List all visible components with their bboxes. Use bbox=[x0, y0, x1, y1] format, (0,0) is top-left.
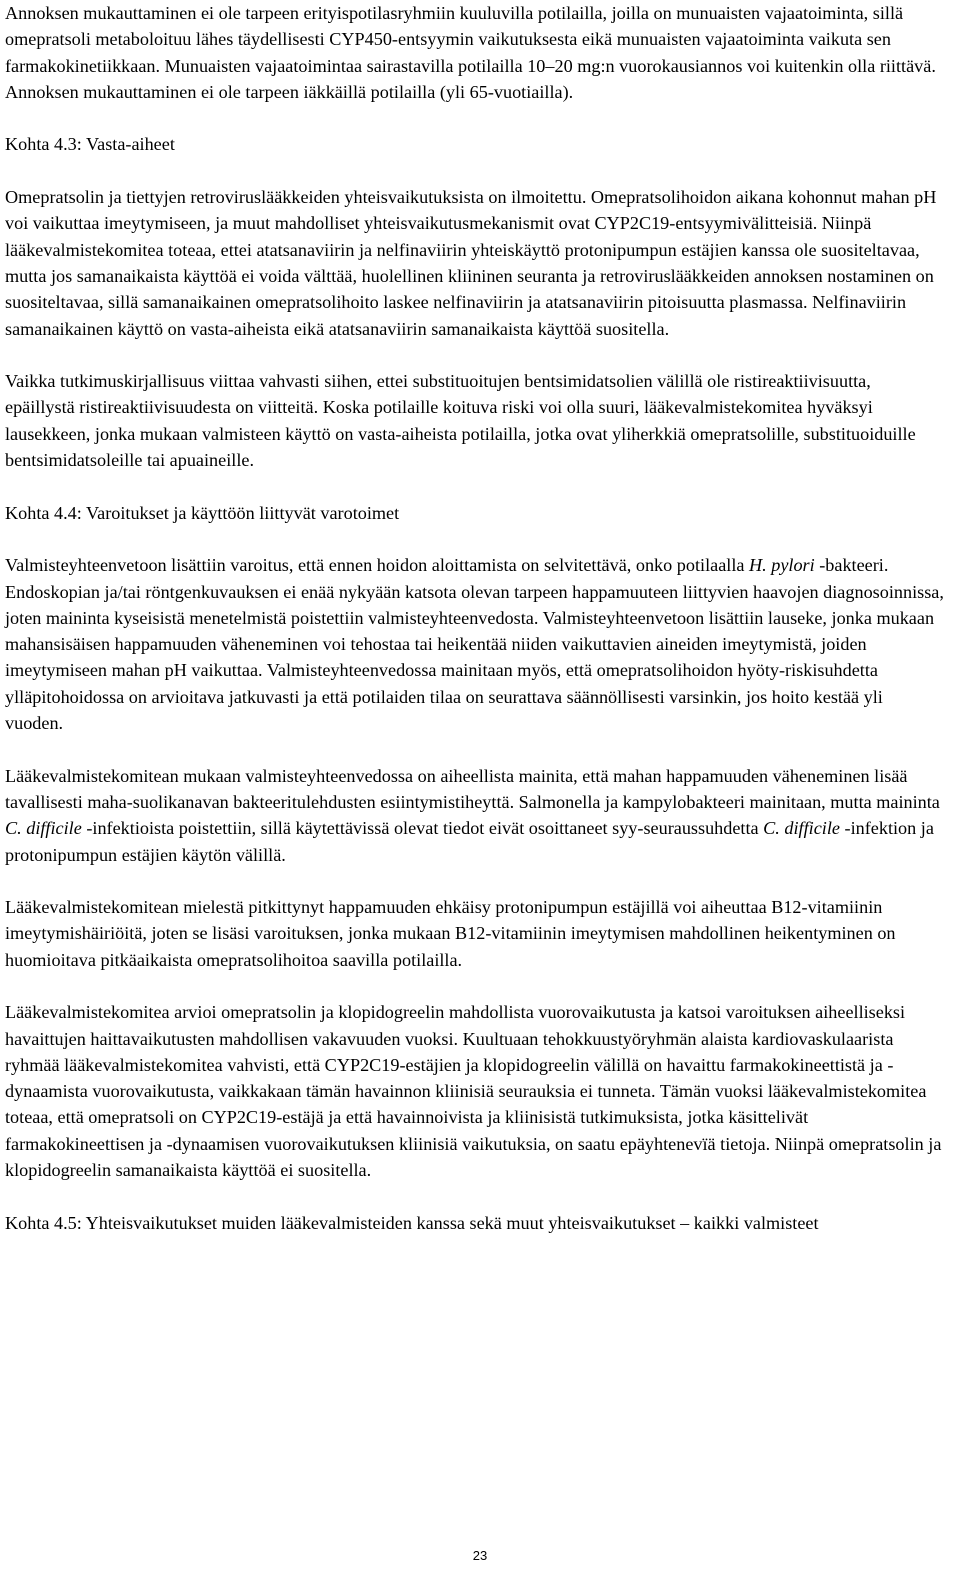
paragraph-dose-adjustment: Annoksen mukauttaminen ei ole tarpeen erityispotilasryhmiin kuuluvilla potilailla, joilla on munuaisten vajaatoiminta, sillä omepratsoli metaboloituu lähes täydellisesti CYP450-entsyymin vaikutuksesta eikä munuaisten vajaatoiminta vaikuta sen farmakokinetiikkaan. Munuaisten vajaatoimintaa sairastavilla potilailla 10–20 mg:n vuorokausiannos voi kuitenkin olla riittävä. Annoksen mukauttaminen ei ole tarpeen iäkkäillä potilailla (yli 65-vuotiailla). bbox=[5, 3, 936, 102]
text-run: -infektioista poistettiin, sillä käytettävissä olevat tiedot eivät osoittaneet syy-seuraussuhdetta bbox=[81, 818, 764, 839]
paragraph-retroviral-interactions: Omepratsolin ja tiettyjen retroviruslääkkeiden yhteisvaikutuksista on ilmoitettu. Omepratsolihoidon aikana kohonnut mahan pH voi vaikuttaa imeytymiseen, ja muut mahdolliset yhteisvaikutusmekanismit ovat CYP2C19-entsyymivälitteisiä. Niinpä lääkevalmistekomitea toteaa, ettei atatsanaviirin ja nelfinaviirin yhteiskäyttö protonipumpun estäjien kanssa ole suositeltavaa, mutta jos samanaikaista käyttöä ei voida välttää, huolellinen kliininen seuranta ja retroviruslääkkeiden annoksen nostaminen on suositeltavaa, sillä samanaikainen omepratsolihoito laskee nelfinaviirin ja atatsanaviirin pitoisuutta plasmassa. Nelfinaviirin samanaikainen käyttö on vasta-aiheista eikä atatsanaviirin samanaikaista käyttöä suositella. bbox=[5, 187, 937, 339]
paragraph-bacterial-infections bbox=[5, 763, 945, 868]
section-heading-4-4: Kohta 4.4: Varoitukset ja käyttöön liittyvät varotoimet bbox=[5, 502, 400, 523]
section-heading-4-3: Kohta 4.3: Vasta-aiheet bbox=[5, 134, 175, 155]
paragraph-h-pylori-warning bbox=[5, 552, 945, 736]
paragraph-cross-reactivity: Vaikka tutkimuskirjallisuus viittaa vahvasti siihen, ettei substituoitujen bentsimidatsolien välillä ole ristireaktiivisuutta, epäillystä ristireaktiivisuudesta on viitteitä. Koska potilaille koituva riski voi olla suuri, lääkevalmistekomitea hyväksyi lausekkeen, jonka mukaan valmisteen käyttö on vasta-aiheista potilailla, jotka ovat yliherkkiä omepratsolille, substituoiduille bentsimidatsoleille tai apuaineille. bbox=[5, 371, 916, 471]
text-run: Lääkevalmistekomitean mukaan valmisteyhteenvedossa on aiheellista mainita, että mahan happamuuden väheneminen lisää tavallisesti maha-suolikanavan bakteeritulehdusten esiintymistiheyttä. Salmonella ja kampylobakteeri mainitaan, mutta maininta bbox=[5, 765, 940, 812]
paragraph-clopidogrel-interaction: Lääkevalmistekomitea arvioi omepratsolin ja klopidogreelin mahdollista vuorovaikutusta ja katsoi varoituksen aiheelliseksi havaittujen haittavaikutusten mahdollisen vakavuuden vuoksi. Kuultuaan tehokkuustyöryhmän alaista kardiovaskulaarista ryhmää lääkevalmistekomitea vahvisti, että CYP2C19-estäjien ja klopidogreelin välillä on havaittu farmakokineettistä ja -dynaamista vuorovaikutusta, vaikkakaan tämän havainnon kliinisiä seurauksia ei tunneta. Tämän vuoksi lääkevalmistekomitea toteaa, että omepratsoli on CYP2C19-estäjä ja että havainnoivista ja kliinisistä tutkimuksista, jotka käsittelivät farmakokineettisen ja -dynaamisen vuorovaikutuksen kliinisiä vaikutuksia, on saatu epäyhtenevïä tietoja. Niinpä omepratsolin ja klopidogreelin samanaikaista käyttöä ei suositella. bbox=[5, 1002, 942, 1181]
paragraph-b12-absorption: Lääkevalmistekomitean mielestä pitkittynyt happamuuden ehkäisy protonipumpun estäjillä voi aiheuttaa B12-vitamiinin imeytymishäiriöitä, joten se lisäsi varoituksen, jonka mukaan B12-vitamiinin imeytymisen mahdollinen heikentyminen on huomioitava pitkäaikaista omepratsolihoitoa saavilla potilailla. bbox=[5, 897, 896, 970]
italic-organism: C. difficile bbox=[5, 818, 82, 839]
text-run: Valmisteyhteenvetoon lisättiin varoitus, että ennen hoidon aloittamista on selvitettävä, onko potilaalla bbox=[5, 555, 749, 576]
italic-organism: C. difficile bbox=[763, 818, 840, 839]
text-run: -bakteeri. Endoskopian ja/tai röntgenkuvauksen ei enää nykyään katsota olevan tarpeen happamuuteen liittyvien haavojen diagnosoinnissa, joten maininta kyseisistä menetelmistä poistettiin valmisteyhteenvedosta. Valmisteyhteenvetoon lisättiin lauseke, jonka mukaan mahansisäisen happamuuden väheneminen voi tehostaa tai heikentää niiden vaikuttavien aineiden imeytymistä, joiden imeytymiseen mahan pH vaikuttaa. Valmisteyhteenvedossa mainitaan myös, että omepratsolihoidon hyöty-riskisuhdetta ylläpitohoidossa on arvioitava jatkuvasti ja että potilaiden tilaa on seurattava säännöllisesti varsinkin, jos hoito kestää yli vuoden. bbox=[5, 555, 944, 734]
text-run: -infektion ja protonipumpun estäjien käytön välillä. bbox=[5, 818, 934, 865]
document-body bbox=[5, 0, 945, 1236]
italic-organism: H. pylori bbox=[749, 555, 815, 576]
section-heading-4-5: Kohta 4.5: Yhteisvaikutukset muiden lääkevalmisteiden kanssa sekä muut yhteisvaikutukset – kaikki valmisteet bbox=[5, 1212, 819, 1233]
page-number: 23 bbox=[472, 1548, 488, 1563]
